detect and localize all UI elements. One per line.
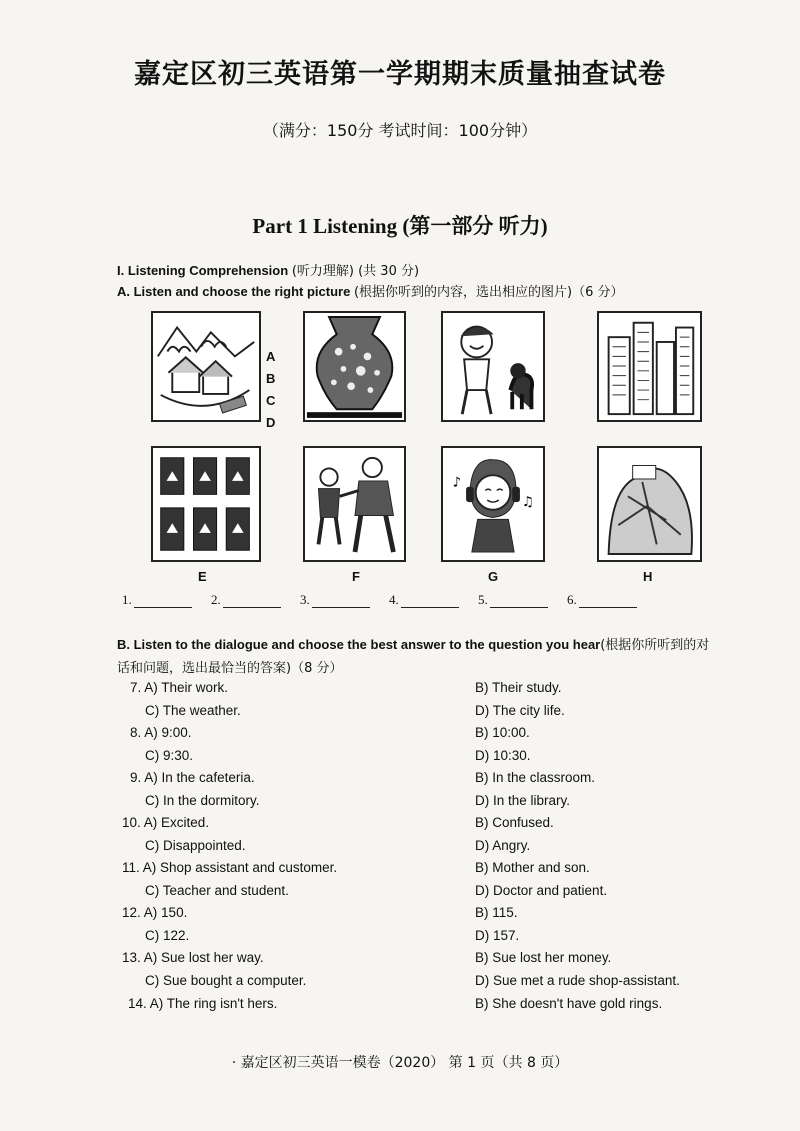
answer-blank-2-number: 2. [211, 592, 221, 607]
question-12-option-a[interactable] [122, 905, 187, 920]
picture-side-letters [266, 346, 275, 434]
part-heading: Part 1 Listening (第一部分 听力) [252, 214, 548, 238]
question-8-option-a[interactable] [130, 725, 192, 740]
question-14-option-a[interactable] [128, 996, 277, 1011]
answer-blank-2[interactable] [211, 592, 281, 608]
question-13-option-d[interactable]: D) Sue met a rude shop-assistant. [475, 973, 680, 988]
question-9-option-a[interactable] [130, 770, 255, 785]
answer-blank-3-number: 3. [300, 592, 310, 607]
picture-label-e: E [198, 569, 207, 584]
vase-illustration [305, 313, 404, 420]
question-12-option-c[interactable]: C) 122. [145, 928, 190, 943]
section-b-en: B. Listen to the dialogue and choose the best answer to the question you hear [117, 637, 601, 652]
section-i-cn: (听力理解) (共 30 分) [291, 264, 420, 279]
section-a-heading [117, 281, 624, 300]
svg-text:♪: ♪ [452, 475, 462, 491]
question-11-option-c[interactable]: C) Teacher and student. [145, 883, 289, 898]
question-10-number: 10. [122, 815, 141, 830]
question-11-number: 11. [122, 860, 140, 875]
answer-blank-4[interactable] [389, 592, 459, 608]
city-buildings-illustration [599, 313, 700, 420]
page-footer: · 嘉定区初三英语一模卷（2020） 第 1 页（共 8 页） [231, 1055, 569, 1071]
question-13-option-c[interactable]: C) Sue bought a computer. [145, 973, 307, 988]
section-i-en: I. Listening Comprehension [117, 263, 289, 278]
picture-label-g: G [488, 569, 499, 584]
answer-blank-5-number: 5. [478, 592, 488, 607]
question-8-option-d[interactable]: D) 10:30. [475, 748, 531, 763]
answer-blank-1-number: 1. [122, 592, 132, 607]
question-14-option-b[interactable]: B) She doesn't have gold rings. [475, 996, 663, 1011]
picture-girl-with-headphones [441, 446, 545, 562]
girl-headphones-illustration [443, 448, 543, 560]
picture-village-house [151, 311, 261, 422]
answer-blank-4-number: 4. [389, 592, 399, 607]
question-13-a-text: A) Sue lost her way. [143, 950, 264, 965]
question-9-a-text: A) In the cafeteria. [144, 770, 255, 785]
question-14-a-text: A) The ring isn't hers. [149, 996, 278, 1011]
picture-label-f: F [352, 569, 360, 584]
section-a-en: A. Listen and choose the right picture [117, 284, 351, 299]
question-12-option-d[interactable]: D) 157. [475, 928, 520, 943]
answer-blank-3[interactable] [300, 592, 370, 608]
answer-blank-1[interactable] [122, 592, 192, 608]
answer-blank-6[interactable] [567, 592, 637, 608]
question-7-option-c[interactable]: C) The weather. [145, 703, 241, 718]
question-11-option-b[interactable]: B) Mother and son. [475, 860, 590, 875]
question-9-number: 9. [130, 770, 142, 785]
svg-text:♫: ♫ [521, 494, 534, 510]
picture-two-people-walking [303, 446, 406, 562]
section-i-heading [117, 260, 419, 279]
question-12-number: 12. [122, 905, 141, 920]
question-8-option-b[interactable]: B) 10:00. [475, 725, 530, 740]
question-8-number: 8. [130, 725, 142, 740]
side-letter-a: A [266, 349, 276, 364]
question-14-number: 14. [128, 996, 147, 1011]
question-8-a-text: A) 9:00. [144, 725, 192, 740]
picture-rubbish-pile [597, 446, 702, 562]
two-people-illustration [305, 448, 404, 560]
question-9-option-d[interactable]: D) In the library. [475, 793, 571, 808]
exam-title: 嘉定区初三英语第一学期期末质量抽查试卷 [134, 59, 666, 90]
question-7-a-text: A) Their work. [144, 680, 229, 695]
question-11-option-d[interactable]: D) Doctor and patient. [475, 883, 608, 898]
answer-blank-5[interactable] [478, 592, 548, 608]
picture-recycling-bins [151, 446, 261, 562]
question-7-number: 7. [130, 680, 142, 695]
question-10-option-b[interactable]: B) Confused. [475, 815, 554, 830]
recycling-bins-illustration [153, 448, 259, 560]
question-13-number: 13. [122, 950, 141, 965]
side-letter-c: C [266, 393, 276, 408]
rubbish-pile-illustration [599, 448, 700, 560]
question-11-option-a[interactable] [122, 860, 337, 875]
section-b-heading [117, 634, 717, 680]
question-13-option-a[interactable] [122, 950, 264, 965]
side-letter-b: B [266, 371, 276, 386]
question-10-option-a[interactable] [122, 815, 209, 830]
question-9-option-c[interactable]: C) In the dormitory. [145, 793, 260, 808]
question-11-a-text: A) Shop assistant and customer. [142, 860, 338, 875]
question-12-a-text: A) 150. [143, 905, 188, 920]
question-7-option-a[interactable] [130, 680, 228, 695]
question-10-option-c[interactable]: C) Disappointed. [145, 838, 246, 853]
side-letter-d: D [266, 415, 276, 430]
question-12-option-b[interactable]: B) 115. [475, 905, 518, 920]
picture-vase [303, 311, 406, 422]
question-7-option-d[interactable]: D) The city life. [475, 703, 565, 718]
question-10-a-text: A) Excited. [143, 815, 210, 830]
section-a-cn: (根据你听到的内容，选出相应的图片)（6 分） [353, 285, 624, 300]
question-7-option-b[interactable]: B) Their study. [475, 680, 562, 695]
picture-city-buildings [597, 311, 702, 422]
boy-and-dog-illustration [443, 313, 543, 420]
question-8-option-c[interactable]: C) 9:30. [145, 748, 194, 763]
village-house-illustration [153, 313, 259, 420]
question-13-option-b[interactable]: B) Sue lost her money. [475, 950, 612, 965]
question-10-option-d[interactable]: D) Angry. [475, 838, 531, 853]
exam-subtitle: （满分：150分 考试时间：100分钟） [262, 121, 538, 140]
question-9-option-b[interactable]: B) In the classroom. [475, 770, 596, 785]
section-b-cn: (根据你所听到的对话和问题，选出最恰当的答案)（8 分） [117, 638, 710, 676]
picture-label-h: H [643, 569, 653, 584]
picture-boy-and-dog [441, 311, 545, 422]
answer-blank-6-number: 6. [567, 592, 577, 607]
